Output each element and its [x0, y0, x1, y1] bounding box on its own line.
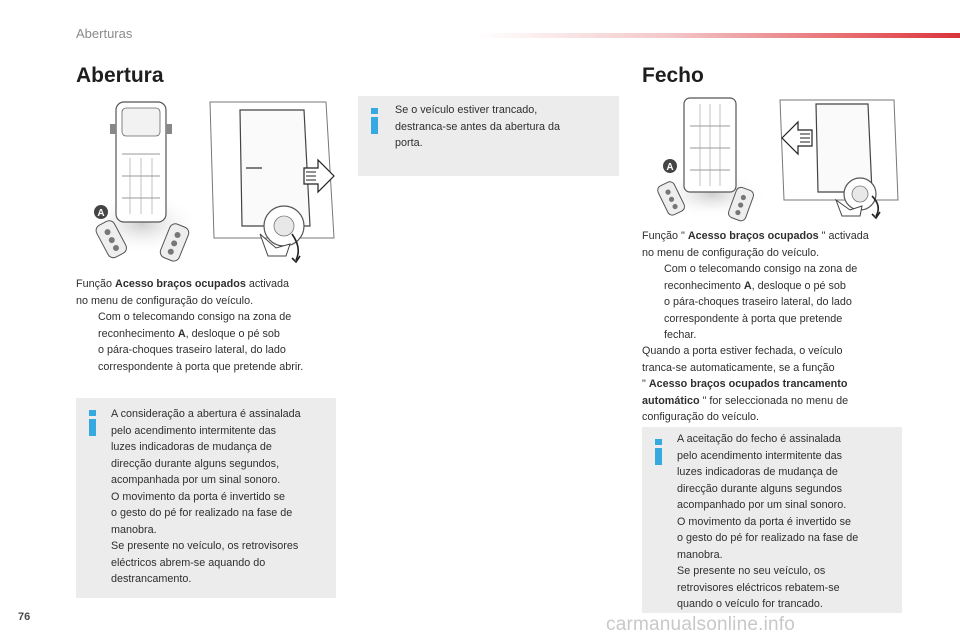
opening-intro-prefix: Função: [76, 278, 113, 290]
info-line: A aceitação do fecho é assinalada: [677, 433, 841, 445]
closing-auto-lock-function-name: Acesso braços ocupados trancamento: [648, 378, 848, 390]
closing-bullet-line: fechar.: [664, 329, 697, 341]
opening-intro-suffix: activada: [248, 278, 290, 290]
info-line: pelo acendimento intermitente das: [677, 449, 843, 462]
closing-van-top-illustration: [646, 96, 770, 224]
info-icon: [370, 108, 379, 134]
opening-intro-function-name: Acesso braços ocupados: [115, 278, 246, 290]
opening-bullet-line: correspondente à porta que pretende abrir.: [98, 360, 304, 373]
info-icon: [654, 439, 663, 465]
info-line: O movimento da porta é invertido se: [111, 490, 286, 503]
closing-auto-lock-line: " Acesso braços ocupados trancamento: [642, 378, 848, 390]
closing-bullet-line: correspondente à porta que pretende: [664, 312, 843, 325]
info-line: eléctricos abrem-se aquando do: [111, 556, 266, 569]
info-line: luzes indicadoras de mudança de: [677, 466, 838, 478]
closing-intro-suffix: " activada: [821, 230, 869, 242]
opening-info-box-unlock: [358, 96, 619, 176]
closing-bullet-marker-ref: A: [743, 279, 752, 292]
watermark: carmanualsonline.info: [606, 614, 796, 635]
info-line: manobra.: [677, 548, 723, 561]
opening-bullet-line: reconhecimento A, desloque o pé sob: [98, 327, 280, 340]
closing-bullet-line: Com o telecomando consigo na zona de: [664, 263, 858, 275]
opening-bullet-marker-ref: A: [177, 327, 186, 340]
opening-intro-line2: no menu de configuração do veículo.: [76, 294, 254, 307]
opening-van-top-illustration: [80, 96, 200, 270]
closing-info-box-signal: [642, 427, 902, 613]
info-line: Se presente no seu veículo, os: [677, 565, 826, 577]
info-line: porta.: [395, 137, 423, 149]
opening-intro: [76, 276, 346, 309]
closing-auto-lock-line: configuração do veículo.: [642, 411, 760, 423]
info-line: luzes indicadoras de mudança de: [111, 441, 272, 453]
closing-bullet: [642, 261, 912, 345]
info-line: O movimento da porta é invertido se: [677, 515, 852, 528]
closing-sliding-door-illustration: [776, 96, 902, 220]
info-line: quando o veículo for trancado.: [677, 598, 823, 610]
closing-auto-lock-line: tranca-se automaticamente, se a função: [642, 361, 835, 374]
closing-intro-prefix: Função ": [642, 230, 685, 242]
opening-bullet: [76, 309, 346, 377]
opening-sliding-door-illustration: [206, 98, 338, 264]
closing-auto-lock-paragraph: [642, 343, 912, 426]
closing-auto-lock-line: Quando a porta estiver fechada, o veículo: [642, 345, 843, 357]
info-line: destrancamento.: [111, 573, 192, 585]
info-line: A consideração a abertura é assinalada: [111, 408, 301, 420]
info-line: manobra.: [111, 523, 157, 536]
closing-intro: [642, 228, 912, 261]
info-line: acompanhada por um sinal sonoro.: [111, 474, 281, 486]
info-line: direcção durante alguns segundos,: [111, 457, 280, 470]
page-number: 76: [18, 611, 31, 623]
closing-zone-marker-a: A: [666, 162, 674, 173]
opening-section-title: Abertura: [76, 64, 164, 87]
closing-section-title: Fecho: [642, 64, 704, 87]
opening-bullet-line: o pára-choques traseiro lateral, do lado: [98, 344, 286, 356]
info-line: destranca-se antes da abertura da: [395, 120, 561, 133]
opening-info-box-signal: [76, 398, 336, 598]
info-line: acompanhado por um sinal sonoro.: [677, 499, 847, 511]
info-line: o gesto do pé for realizado na fase de: [677, 532, 859, 544]
closing-bullet-line: o pára-choques traseiro lateral, do lado: [664, 296, 852, 308]
info-line: pelo acendimento intermitente das: [111, 424, 277, 437]
info-line: o gesto do pé for realizado na fase de: [111, 507, 293, 519]
closing-auto-lock-line: automático " for seleccionada no menu de: [642, 394, 849, 407]
opening-zone-marker-a: A: [97, 208, 105, 219]
closing-intro-function-name: Acesso braços ocupados: [687, 230, 819, 242]
info-line: Se o veículo estiver trancado,: [395, 104, 538, 116]
closing-bullet-line: reconhecimento A, desloque o pé sob: [664, 279, 846, 292]
info-line: direcção durante alguns segundos: [677, 482, 843, 495]
opening-bullet-line: Com o telecomando consigo na zona de: [98, 311, 292, 323]
info-icon: [88, 410, 97, 436]
info-line: retrovisores eléctricos rebatem-se: [677, 581, 840, 594]
info-line: Se presente no veículo, os retrovisores: [111, 540, 299, 552]
running-header: Aberturas: [76, 26, 133, 41]
header-accent-bar: [478, 33, 960, 38]
closing-intro-line2: no menu de configuração do veículo.: [642, 246, 820, 259]
